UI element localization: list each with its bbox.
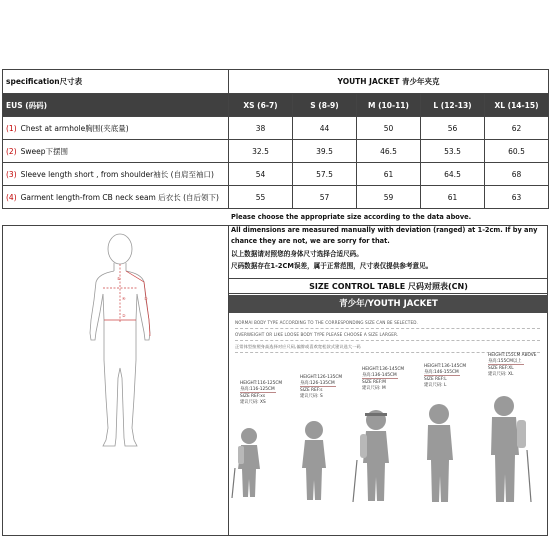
size-control-title: SIZE CONTROL TABLE 尺码对照表(CN) (229, 278, 548, 294)
row-number: (3) (6, 169, 17, 179)
table-cell: 68 (485, 163, 549, 186)
kid-silhouette-m (353, 410, 389, 502)
table-cell: 55 (229, 186, 293, 209)
youth-jacket-bar: 青少年/YOUTH JACKET (229, 295, 548, 313)
table-cell: 38 (229, 117, 293, 140)
table-title-row (3, 70, 549, 94)
table-row (3, 117, 549, 140)
guide-line-2: OVERWEIGHT OR LIKE LOOSE BODY TYPE PLEASE CHOOSE A SIZE LARGER. (235, 332, 399, 337)
size-header-s: S (8-9) (293, 94, 357, 117)
row-label: Garment length-from CB neck seam 后衣长 (自后领下) (20, 192, 219, 202)
table-cell: 44 (293, 117, 357, 140)
size-header-xs: XS (6-7) (229, 94, 293, 117)
table-row (3, 140, 549, 163)
size-header-xl: XL (14-15) (485, 94, 549, 117)
table-cell: 57.5 (293, 163, 357, 186)
table-cell: 54 (229, 163, 293, 186)
table-cell: 60.5 (485, 140, 549, 163)
guide-line-3: 正常体型按照身高选择对应尺码,偏胖或喜欢宽松款式建议选大一码 (235, 344, 361, 349)
kid-silhouette-l (427, 404, 453, 502)
note-line-4: 以上数据请对照您的身体尺寸选择合适尺码。 (231, 250, 363, 258)
table-cell: 61 (357, 163, 421, 186)
mark-1: ① (117, 276, 121, 281)
row-number: (1) (6, 123, 17, 133)
unit-label: EUS (码码) (3, 94, 229, 117)
kid-label-s: HEIGHT:126-135CM 身高:126-135CM SIZE REF:s 建议尺码: S (300, 375, 343, 399)
table-cell: 61 (421, 186, 485, 209)
mark-4: ④ (122, 296, 126, 301)
kid-silhouette-s (302, 421, 326, 500)
size-header-l: L (12-13) (421, 94, 485, 117)
row-label: Sweep下摆围 (20, 146, 69, 156)
kid-silhouette-xs (232, 428, 260, 498)
guide-divider (235, 340, 540, 341)
table-header-row (3, 94, 549, 117)
guide-divider (235, 328, 540, 329)
product-label: YOUTH JACKET 青少年夹克 (229, 70, 549, 94)
kid-label-xs: HEIGHT:116-125CM 身高:116-125CM SIZE REF:xs 建议尺码: XS (240, 381, 283, 405)
table-cell: 62 (485, 117, 549, 140)
size-header-m: M (10-11) (357, 94, 421, 117)
table-cell: 50 (357, 117, 421, 140)
table-cell: 56 (421, 117, 485, 140)
row-number: (4) (6, 192, 17, 202)
row-number: (2) (6, 146, 17, 156)
kid-silhouette-xl (491, 396, 531, 502)
note-line-1: Please choose the appropriate size according to the data above. (231, 213, 472, 221)
table-cell: 39.5 (293, 140, 357, 163)
kid-silhouettes (229, 390, 548, 535)
mark-3: ③ (144, 296, 148, 301)
table-cell: 59 (357, 186, 421, 209)
body-measurement-diagram (60, 228, 180, 534)
note-line-2: All dimensions are measured manually with deviation (ranged) at 1-2cm. If by any (231, 226, 538, 234)
table-cell: 64.5 (421, 163, 485, 186)
kid-label-l: HEIGHT:136-145CM 身高:146-155CM SIZE REF:L 建议尺码: L (424, 364, 467, 388)
mark-2: ② (122, 313, 126, 318)
table-row (3, 186, 549, 209)
kid-label-m: HEIGHT:136-145CM 身高:136-145CM SIZE REF:M 建议尺码: M (362, 367, 405, 391)
note-line-5: 尺码数据存在1-2CM误差，属于正常范围，尺寸表仅提供参考意见。 (231, 262, 433, 270)
spec-label: specification尺寸表 (3, 70, 229, 94)
kid-label-xl: HEIGHT:155CM ABOVE 身高:155CM以上 SIZE REF:XL 建议尺码: XL (488, 353, 537, 377)
table-row (3, 163, 549, 186)
table-cell: 63 (485, 186, 549, 209)
note-line-3: chance they are not, we are sorry for that. (231, 237, 390, 245)
table-cell: 32.5 (229, 140, 293, 163)
table-cell: 46.5 (357, 140, 421, 163)
size-table (2, 69, 549, 209)
guide-line-1: NORMAl BODY TYPE ACCORDING TO THE CORRESPONDING SIZE CAN BE SELECTED. (235, 320, 418, 325)
row-label: Sleeve length short , from shoulder袖长 (自肩至袖口) (20, 169, 214, 179)
row-label: Chest at armhole胸围(夹底量) (20, 123, 129, 133)
table-cell: 53.5 (421, 140, 485, 163)
table-cell: 57 (293, 186, 357, 209)
